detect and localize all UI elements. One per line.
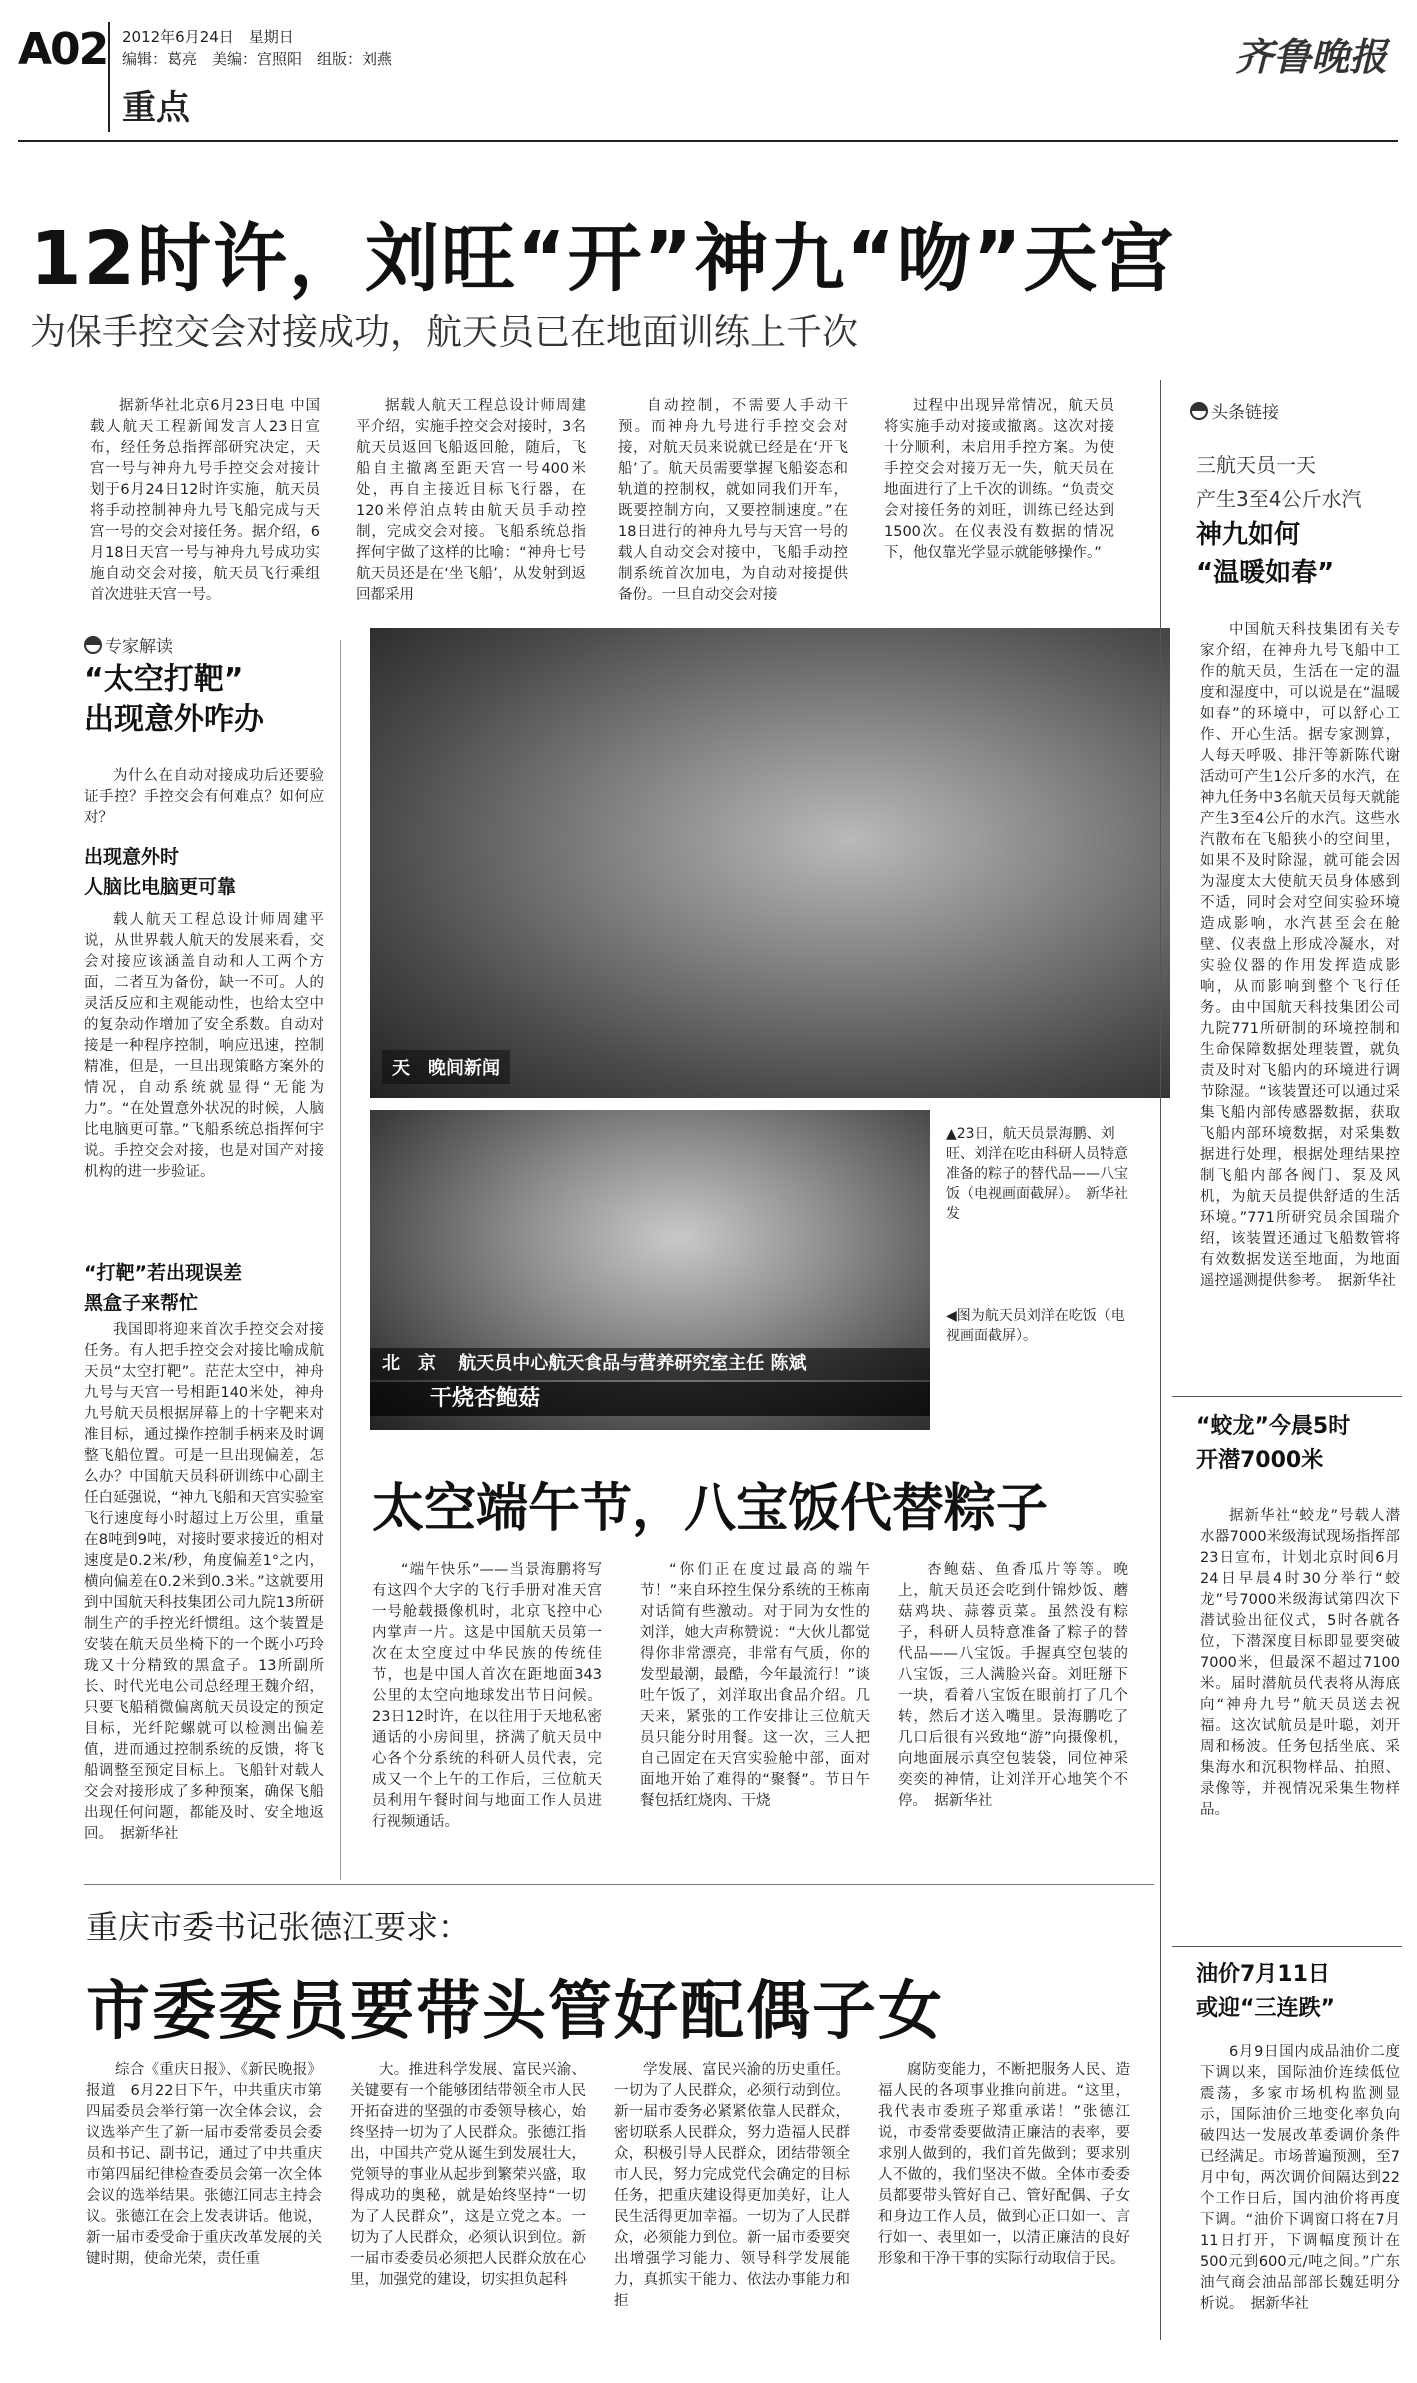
sidebar-rule-2 xyxy=(1172,1946,1402,1947)
expert-kicker-text: 专家解读 xyxy=(105,637,173,657)
chongqing-column-2 xyxy=(350,2060,586,2366)
dragon-boat-column-3 xyxy=(898,1560,1128,1852)
oil-text-body: 6月9日国内成品油价二度下调以来，国际油价连续低位震荡，多家市场机构监测显示，国际油价三地变化率负向破四达一发展改革委调价条件已经满足。市场普遍预测，至7月中旬，两次调价间隔达到22个工作日后，国内油价将再度下调。“油价下调窗口将在7月11日打开，下调幅度预计在500元到600元/吨之间。”广东油气商会油品部部长魏廷明分析说。 据新华社 xyxy=(1200,2044,1400,2312)
dragon-boat-headline: 太空端午节，八宝饭代替粽子 xyxy=(372,1479,1049,1539)
tv-banner-text: 航天员中心航天食品与营养研究室主任 陈斌 xyxy=(458,1353,807,1374)
photo-astronaut-eating xyxy=(370,1110,930,1430)
expert-subtitle-2b: 黑盒子来帮忙 xyxy=(84,1292,199,1314)
expert-text-2 xyxy=(84,1320,324,1874)
expert-intro-text: 为什么在自动对接成功后还要验证手控？手控交会有何难点？如何应对？ xyxy=(84,768,324,826)
expert-text-1-body: 载人航天工程总设计师周建平说，从世界载人航天的发展来看，交会对接应该涵盖自动和人工两个方面，二者互为备份，缺一不可。人的灵活反应和主观能动性，也给太空中的复杂动作增加了安全系数。自动对接是一种程序控制，响应迅速，控制精准，但是，一旦出现策略方案外的情况，自动系统就显得“无能为力”。“在处置意外状况的时候，人脑比电脑更可靠。”飞船系统总指挥何宇说。手控交会对接，也是对国产对接机构的进一步验证。 xyxy=(84,912,324,1180)
photo-cabin-image xyxy=(370,628,1170,1098)
lead-headline: 12时许，刘旺“开”神九“吻”天宫 xyxy=(30,216,1176,302)
expert-subtitle-1b: 人脑比电脑更可靠 xyxy=(84,876,237,898)
lead-column-3-text: 自动控制，不需要人手动干预。而神舟九号进行手控交会对接，对航天员来说就已经是在‘开飞船’了。航天员需要掌握飞船姿态和轨道的控制权，就如同我们开车，既要控制方向，又要控制速度。”在18日进行的神舟九号与天宫一号的载人自动交会对接中，飞船手动控制系统首次加电，为自动对接提供备份。一旦自动交会对接 xyxy=(618,398,848,603)
dragon-boat-column-3-text: 杏鲍菇、鱼香瓜片等等。晚上，航天员还会吃到什锦炒饭、蘑菇鸡块、蒜蓉贡菜。虽然没有粽子，科研人员特意准备了粽子的替代品——八宝饭。手握真空包装的八宝饭，三人满脸兴奋。刘旺掰下一块，看着八宝饭在眼前打了几个转，然后才送入嘴里。景海鹏吃了几口后很有兴致地“游”向摄像机，向地面展示真空包装袋，同位神采奕奕的神情，让刘洋开心地笑个不停。 据新华社 xyxy=(898,1562,1128,1809)
jiaolong-text-body: 据新华社“蛟龙”号载人潜水器7000米级海试现场指挥部23日宣布，计划北京时间6月24日早晨4时30分举行“蛟龙”号7000米级海试第四次下潜试验出征仪式，5时各就各位，下潜深度目标即显要突破7000米，但最深不超过7100米。届时潜航员代表将从海底向“神舟九号”航天员送去祝福。这次试航员是叶聪，刘开周和杨波。任务包括坐底、采集海水和沉积物样品、拍照、录像等，并视情况采集生物样品。 xyxy=(1200,1508,1400,1818)
sidebar-text-body: 中国航天科技集团有关专家介绍，在神舟九号飞船中工作的航天员，生活在一定的温度和湿度中，可以说是在“温暖如春”的环境中，可以舒心工作、开心生活。据专家测算，人每天呼吸、排汗等新陈代谢活动可产生1公斤多的水汽，在神九任务中3名航天员每天就能产生3至4公斤的水汽。这些水汽散布在飞船狭小的空间里，如果不及时除湿，就可能会因为湿度太大使航天员身体感到不适，同时会对空间实验环境造成影响，水汽甚至会在舱壁、仪表盘上形成冷凝水，对实验仪器的作用发挥造成影响，从而影响到整个飞行任务。由中国航天科技集团公司九院771所研制的环境控制和生命保障数据处理装置，就负责及时对飞船内的环境进行调节除湿。“该装置还可以通过采集飞船内部传感器数据，获取飞船内部环境数据，对采集数据进行处理，根据处理结果控制飞船内部各阀门、泵及风机，为航天员提供舒适的生活环境。”771所研究员余国瑞介绍，该装置还通过飞船数管将有效数据发送至地面，为地面遥控遥测提供参考。 据新华社 xyxy=(1200,622,1400,1289)
oil-title-line2: 或迎“三连跌” xyxy=(1196,1996,1335,2021)
lead-column-2-text: 据载人航天工程总设计师周建平介绍，实施手控交会对接时，3名航天员返回飞船返回舱，随后，飞船自主撤离至距天宫一号400米处，再自主接近目标飞行器，在120米停泊点转由航天员手动控制，完成交会对接。飞船系统总指挥何宇做了这样的比喻：“神舟七号航天员还是在‘坐飞船’，从发射到返回都采用 xyxy=(356,398,586,603)
lead-column-4 xyxy=(884,396,1114,594)
sidebar-rule-1 xyxy=(1172,1396,1402,1397)
photo-caption-1: ▲23日，航天员景海鹏、刘旺、刘洋在吃由科研人员特意准备的粽子的替代品——八宝饭（电视画面截屏）。 新华社发 xyxy=(946,1126,1128,1222)
chongqing-column-1-text: 综合《重庆日报》、《新民晚报》报道 6月22日下午，中共重庆市第四届委员会举行第一次全体会议，会议选举产生了新一届市委常委员会委员和书记、副书记，通过了中共重庆市第四届纪律检查委员会第一次全体会议的选举结果。张德江同志主持会议。张德江在会上发表讲话。他说，新一届市委受命于重庆改革发展的关键时期，使命光荣，责任重 xyxy=(86,2062,322,2267)
oil-title-line1: 油价7月11日 xyxy=(1196,1962,1330,1987)
expert-intro xyxy=(84,766,324,832)
column-divider xyxy=(340,640,341,1880)
oil-title xyxy=(1196,1958,1335,2026)
page-code: A02 xyxy=(18,24,108,75)
expert-title-line1: “太空打靶” xyxy=(84,662,244,697)
lead-column-1 xyxy=(90,396,320,603)
chongqing-column-2-text: 大。推进科学发展、富民兴渝、关键要有一个能够团结带领全市人民开拓奋进的坚强的市委领导核心，始终坚持一切为了人民群众。张德江指出，中国共产党从诞生到发展壮大，党领导的事业从起步到繁荣兴盛，取得成功的奥秘，就是始终坚持“一切为了人民群众”，这是立党之本。一切为了人民群众，必须认识到位。新一届市委委员必须把人民群众放在心里，加强党的建设，切实担负起科 xyxy=(350,2062,586,2288)
chongqing-kicker: 重庆市委书记张德江要求： xyxy=(86,1908,471,1946)
expert-text-2-body: 我国即将迎来首次手控交会对接任务。有人把手控交会对接比喻成航天员“太空打靶”。茫茫太空中，神舟九号与天宫一号相距140米处，神舟九号航天员根据屏幕上的十字靶来对准目标，通过操作控制手柄来及时调整飞船位置。可是一旦出现偏差，怎么办？中国航天员科研训练中心副主任白延强说，“神九飞船和天宫实验室飞行速度每小时超过上万公里，重量在8吨到9吨，对接时要求接近的相对速度是0.2米/秒，角度偏差1°之内，横向偏差在0.2米到0.3米。”这就要用到中国航天科技集团公司九院13所研制生产的手控光纤惯组。这个装置是安装在航天员坐椅下的一个既小巧玲珑又十分精致的黑盒子。13所副所长、时代光电公司总经理王魏介绍，只要飞船稍微偏离航天员设定的预定目标，光纤陀螺就可以检测出偏差值，进而通过控制系统的反馈，将飞船调整至预定目标上。飞船针对载人交会对接形成了多种预案，确保飞船出现任何问题，都能及时、安全地返回。 据新华社 xyxy=(84,1322,324,1842)
dragon-boat-column-2 xyxy=(640,1560,870,1852)
expert-subtitle-2a: “打靶”若出现误差 xyxy=(84,1262,242,1284)
sidebar-title-line2: “温暖如春” xyxy=(1196,558,1335,588)
dragon-boat-column-2-text: “你们正在度过最高的端午节！”来自环控生保分系统的王栋南对话简有些激动。对于同为女性的刘洋，她大声称赞说：“大伙儿都觉得你非常漂亮，非常有气质，你的发型最潮，最酷，今年最流行！”谈吐午饭了，刘洋取出食品介绍。几天来，紧张的工作安排让三位航天员只能分时用餐。这一次，三人把自己固定在天宫实验舱中部，面对面地开始了难得的“聚餐”。节日午餐包括红烧肉、干烧 xyxy=(640,1562,870,1809)
chongqing-column-4 xyxy=(878,2060,1130,2366)
section-divider xyxy=(84,1884,1154,1885)
oil-text xyxy=(1200,2042,1400,2368)
tv-logo: 天 晚间新闻 xyxy=(382,1050,510,1084)
lead-column-3 xyxy=(618,396,848,603)
lead-column-4-text: 过程中出现异常情况，航天员将实施手动对接或撤离。这次对接十分顺利，未启用手控方案。为使手控交会对接万无一失，航天员在地面进行了上千次的训练。“负责交会对接任务的刘旺，训练已经达到1500次。在仪表没有数据的情况下，他仅靠光学显示就能够操作。” xyxy=(884,398,1114,561)
dragon-boat-column-1-text: “端午快乐”——当景海鹏将写有这四个大字的飞行手册对准天宫一号舱载摄像机时，北京飞控中心内掌声一片。这是中国航天员第一次在太空度过中华民族的传统佳节，也是中国人首次在距地面343公里的太空向地球发出节日问候。23日12时许，在以往用于天地私密通话的小房间里，挤满了航天员中心各个分系统的科研人员代表，完成又一个上午的工作后，三位航天员利用午餐时间与地面工作人员进行视频通话。 xyxy=(372,1562,602,1830)
photo-astronauts-cabin xyxy=(370,628,1170,1098)
lead-column-2 xyxy=(356,396,586,603)
tv-banner-location: 北 京 xyxy=(382,1353,436,1374)
expert-text-1 xyxy=(84,910,324,1248)
tv-banner-title xyxy=(370,1348,930,1380)
sidebar-title-line1: 神九如何 xyxy=(1196,520,1301,550)
tv-banner-dish: 干烧杏鲍菇 xyxy=(370,1382,930,1416)
expert-subtitle-1 xyxy=(84,842,236,902)
lead-subhead: 为保手控交会对接成功，航天员已在地面训练上千次 xyxy=(30,312,859,353)
header-vertical-rule xyxy=(108,22,110,132)
chongqing-column-3 xyxy=(614,2060,850,2366)
sidebar-line1: 三航天员一天 xyxy=(1196,453,1316,477)
section-dot-icon xyxy=(84,636,102,654)
chongqing-column-3-text: 学发展、富民兴渝的历史重任。一切为了人民群众，必须行动到位。新一届市委务必紧紧依靠人民群众，密切联系人民群众，努力造福人民群众，积极引导人民群众，团结带领全市人民，努力完成党代会确定的目标任务，把重庆建设得更加美好，让人民生活得更加幸福。一切为了人民群众，必须能力到位。新一届市委要突出增强学习能力、领导科学发展能力，真抓实干能力、依法办事能力和拒 xyxy=(614,2062,850,2309)
date-line: 2012年6月24日 星期日 xyxy=(122,28,294,46)
header-meta xyxy=(122,26,392,70)
sidebar-text xyxy=(1200,620,1400,1380)
chongqing-column-1 xyxy=(86,2060,322,2366)
jiaolong-text xyxy=(1200,1506,1400,1934)
chongqing-headline: 市委委员要带头管好配偶子女 xyxy=(86,1975,944,2049)
expert-subtitle-2 xyxy=(84,1258,242,1318)
expert-kicker xyxy=(84,632,173,657)
dragon-boat-column-1 xyxy=(372,1560,602,1852)
jiaolong-title-line1: “蛟龙”今晨5时 xyxy=(1196,1414,1351,1439)
sidebar-kicker-text: 头条链接 xyxy=(1211,403,1279,423)
sidebar-kicker xyxy=(1190,398,1279,423)
sidebar-title xyxy=(1196,516,1334,592)
sidebar-line2: 产生3至4公斤水汽 xyxy=(1196,487,1362,511)
sidebar-divider xyxy=(1160,380,1161,2340)
section-label: 重点 xyxy=(122,88,190,128)
expert-subtitle-1a: 出现意外时 xyxy=(84,846,180,868)
photo-caption-2: ◀图为航天员刘洋在吃饭（电视画面截屏）。 xyxy=(946,1308,1125,1344)
expert-title-line2: 出现意外咋办 xyxy=(84,702,264,737)
header-divider xyxy=(18,140,1398,142)
chongqing-column-4-text: 腐防变能力，不断把服务人民、造福人民的各项事业推向前进。“这里，我代表市委班子郑重承诺！”张德江说，市委常委要做清正廉洁的表率，要求别人做到的，我们首先做到；要求别人不做的，我们坚决不做。全体市委委员都要带头管好自己、管好配偶、子女和身边工作人员，做到心正口如一、言行如一、表里如一，以清正廉洁的良好形象和干净干事的实际行动取信于民。 xyxy=(878,2062,1130,2267)
staff-line: 编辑：葛亮 美编：宫照阳 组版：刘燕 xyxy=(122,50,393,68)
lead-column-1-text: 据新华社北京6月23日电 中国载人航天工程新闻发言人23日宣布，经任务总指挥部研究决定，天宫一号与神舟九号手控交会对接计划于6月24日12时许实施，航天员将手动控制神舟九号飞船完成与天宫一号的交会对接任务。据介绍，6月18日天宫一号与神舟九号成功实施自动交会对接，航天员飞行乘组首次进驻天宫一号。 xyxy=(90,398,320,603)
jiaolong-title xyxy=(1196,1410,1350,1478)
expert-title xyxy=(84,660,264,740)
brand-logo: 齐鲁晚报 xyxy=(1234,34,1387,79)
sidebar-lines xyxy=(1196,448,1361,516)
jiaolong-title-line2: 开潜7000米 xyxy=(1196,1448,1324,1473)
section-dot-icon xyxy=(1190,402,1208,420)
